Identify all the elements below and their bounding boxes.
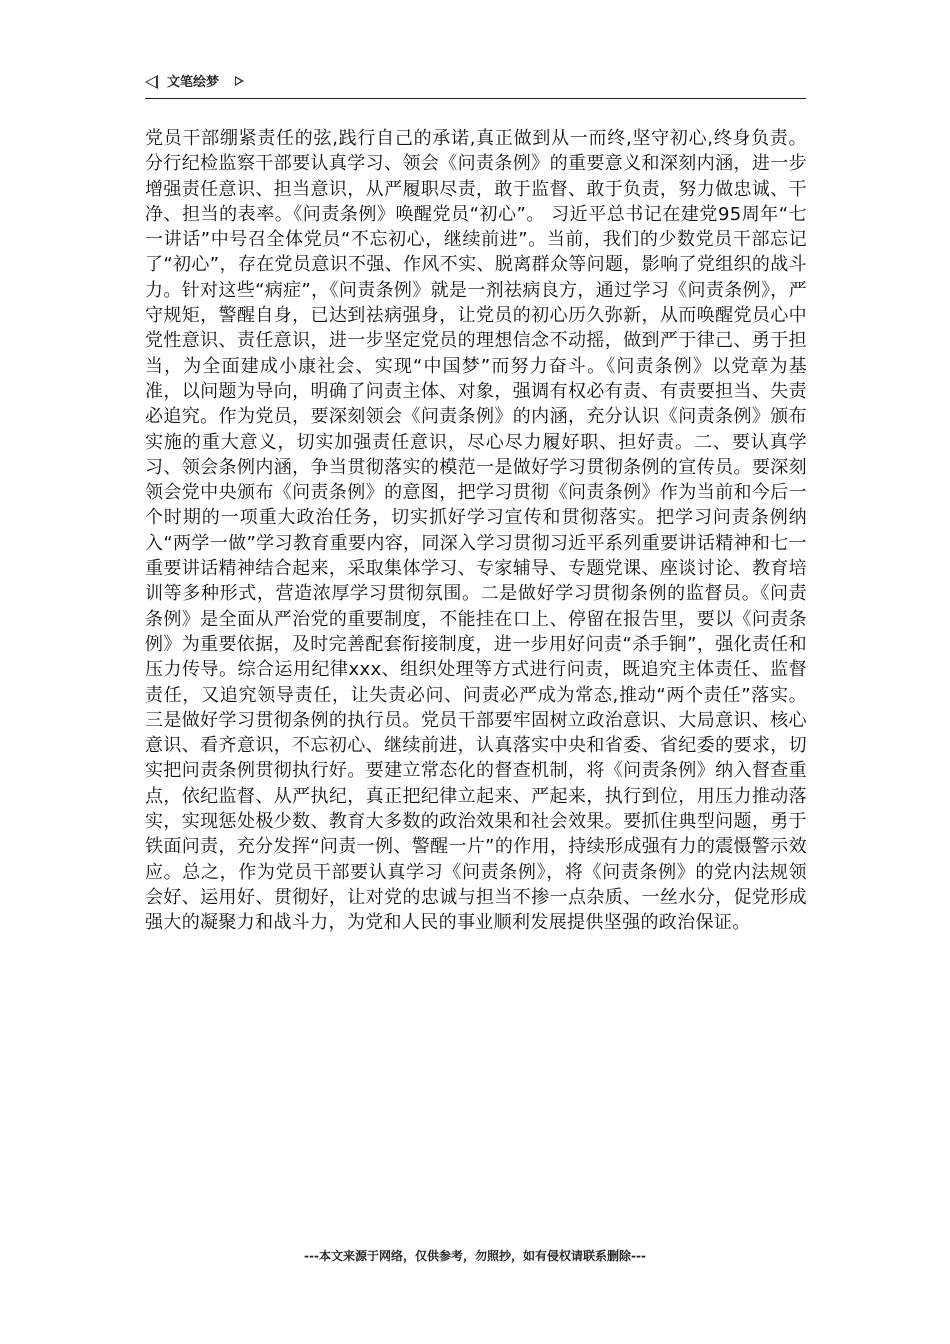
- footer-disclaimer: ---本文来源于网络，仅供参考，勿照抄，如有侵权请联系删除---: [304, 1249, 646, 1263]
- triangle-left-icon: [145, 75, 158, 89]
- body-paragraph: 党员干部绷紧责任的弦,践行自己的承诺,真正做到从一而终,坚守初心,终身负责。分行纪检监察干部要认真学习、领会《问责条例》的重要意义和深刻内涵，进一步增强责任意识、担当意识，从严履职尽责，敢于监督、敢于负责，努力做忠诚、干净、担当的表率。《问责条例》唤醒党员“初心”。 习近平总书记在建党95周年“七一讲话”中号召全体党员“不忘初心，继续前进”。当前，我们的少数党员干部忘记了“初心”，存在党员意识不强、作风不实、脱离群众等问题，影响了党组织的战斗力。针对这些“病症”，《问责条例》就是一剂祛病良方，通过学习《问责条例》，严守规矩，警醒自身，已达到祛病强身，让党员的初心历久弥新，从而唤醒党员心中党性意识、责任意识，进一步坚定党员的理想信念不动摇，做到严于律己、勇于担当，为全面建成小康社会、实现“中国梦”而努力奋斗。《问责条例》以党章为基准，以问题为导向，明确了问责主体、对象，强调有权必有责、有责要担当、失责必追究。作为党员，要深刻领会《问责条例》的内涵，充分认识《问责条例》颁布实施的重大意义，切实加强责任意识，尽心尽力履好职、担好责。二、要认真学习、领会条例内涵，争当贯彻落实的模范一是做好学习贯彻条例的宣传员。要深刻领会党中央颁布《问责条例》的意图，把学习贯彻《问责条例》作为当前和今后一个时期的一项重大政治任务，切实抓好学习宣传和贯彻落实。把学习问责条例纳入“两学一做”学习教育重要内容，同深入学习贯彻习近平系列重要讲话精神和七一重要讲话精神结合起来，采取集体学习、专家辅导、专题党课、座谈讨论、教育培训等多种形式，营造浓厚学习贯彻氛围。二是做好学习贯彻条例的监督员。《问责条例》是全面从严治党的重要制度，不能挂在口上、停留在报告里，要以《问责条例》为重要依据，及时完善配套衔接制度，进一步用好问责“杀手锏”，强化责任和压力传导。综合运用纪律xxx、组织处理等方式进行问责，既追究主体责任、监督责任，又追究领导责任，让失责必问、问责必严成为常态,推动“两个责任”落实。三是做好学习贯彻条例的执行员。党员干部要牢固树立政治意识、大局意识、核心意识、看齐意识，不忘初心、继续前进，认真落实中央和省委、省纪委的要求，切实把问责条例贯彻执行好。要建立常态化的督查机制，将《问责条例》纳入督查重点，依纪监督、从严执纪，真正把纪律立起来、严起来，执行到位，用压力推动落实，实现惩处极少数、教育大多数的政治效果和社会效果。要抓住典型问题，勇于铁面问责，充分发挥“问责一例、警醒一片”的作用，持续形成强有力的震慑警示效应。总之，作为党员干部要认真学习《问责条例》，将《问责条例》的党内法规领会好、运用好、贯彻好，让对党的忠诚与担当不掺一点杂质、一丝水分，促党形成强大的凝聚力和战斗力，为党和人民的事业顺利发展提供坚强的政治保证。: [145, 128, 807, 934]
- triangle-right-icon: [235, 76, 244, 86]
- page-header: [145, 72, 806, 99]
- header-title: 文笔绘梦: [167, 75, 220, 90]
